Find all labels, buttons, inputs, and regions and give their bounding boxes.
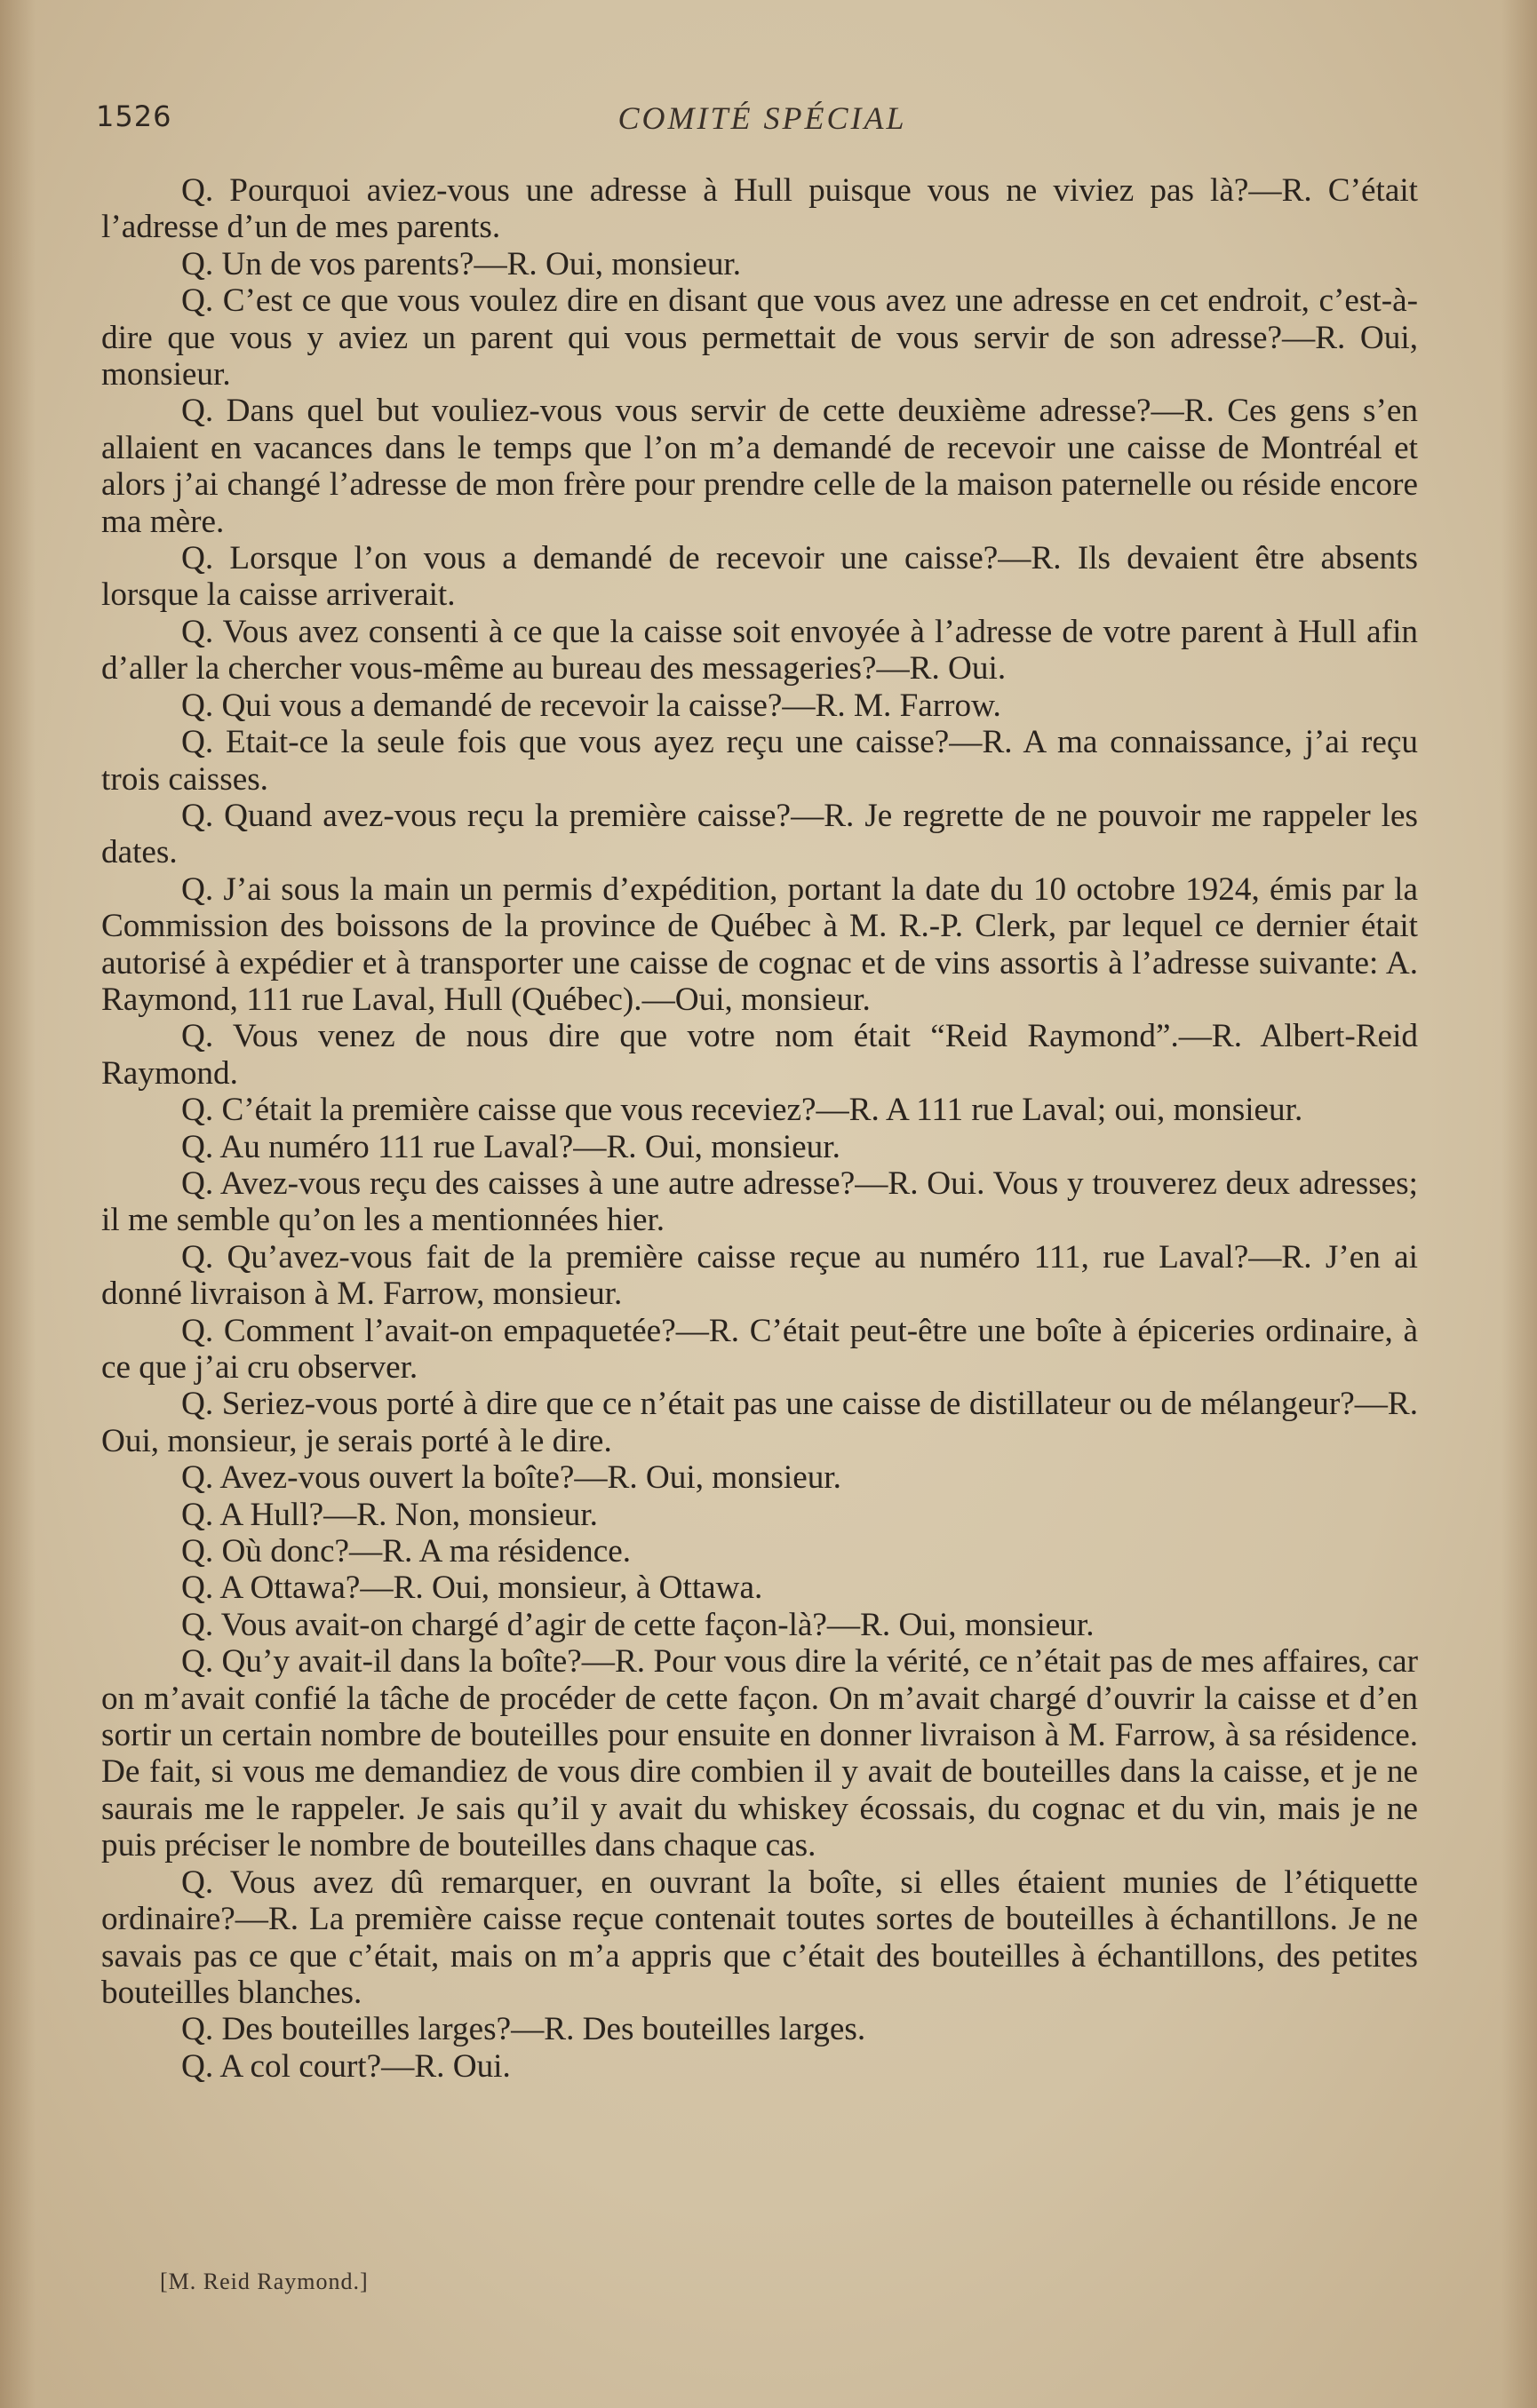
paragraph: Q. A col court?—R. Oui. [181, 2047, 511, 2085]
paragraph: Q. Où donc?—R. A ma résidence. [181, 1533, 632, 1570]
paragraph: Q. Vous venez de nous dire que votre nom était “Reid Raymond”.—R. Albert-Reid Raymond. [101, 1018, 1418, 1092]
paragraph: Q. Avez-vous reçu des caisses à une autre adresse?—R. Oui. Vous y trouverez deux adresses; il me semble qu’on les a mentionnées hier. [101, 1164, 1418, 1239]
paragraph: Q. Qu’avez-vous fait de la première caisse reçue au numéro 111, rue Laval?—R. J’en ai donné livraison à M. Farrow, monsieur. [101, 1238, 1418, 1313]
page-number: 1526 [96, 99, 172, 133]
paragraph: Q. Des bouteilles larges?—R. Des bouteilles larges. [181, 2011, 866, 2048]
witness-footer-note: [M. Reid Raymond.] [160, 2269, 369, 2294]
paragraph: Q. C’est ce que vous voulez dire en disant que vous avez une adresse en cet endroit, c’est-à-dire que vous y aviez un parent qui vous permettait de vous servir de son adresse?—R. Oui, monsieur. [101, 282, 1418, 393]
paragraph: Q. Vous avait-on chargé d’agir de cette façon-là?—R. Oui, monsieur. [181, 1606, 1095, 1643]
transcript-body [101, 172, 1418, 2085]
paragraph: Q. Lorsque l’on vous a demandé de recevoir une caisse?—R. Ils devaient être absents lorsque la caisse arriverait. [101, 540, 1418, 614]
paragraph: Q. Etait-ce la seule fois que vous ayez reçu une caisse?—R. A ma connaissance, j’ai reçu trois caisses. [101, 724, 1418, 798]
paragraph: Q. Pourquoi aviez-vous une adresse à Hull puisque vous ne viviez pas là?—R. C’était l’adresse d’un de mes parents. [101, 172, 1418, 246]
paragraph: Q. Qui vous a demandé de recevoir la caisse?—R. M. Farrow. [181, 687, 1001, 724]
page-header [96, 99, 1429, 142]
paragraph: Q. A Ottawa?—R. Oui, monsieur, à Ottawa. [181, 1570, 763, 1607]
paragraph: Q. Un de vos parents?—R. Oui, monsieur. [181, 245, 742, 282]
paragraph: Q. Dans quel but vouliez-vous vous servir de cette deuxième adresse?—R. Ces gens s’en allaient en vacances dans le temps que l’on m’a demandé de recevoir une caisse de Montréal et alors j’ai changé l’adresse de mon frère pour prendre celle de la maison paternelle ou réside encore ma mère. [101, 393, 1418, 540]
paragraph: Q. C’était la première caisse que vous receviez?—R. A 111 rue Laval; oui, monsieur. [181, 1092, 1303, 1129]
running-head: COMITÉ SPÉCIAL [617, 100, 907, 136]
paragraph: Q. Comment l’avait-on empaquetée?—R. C’était peut-être une boîte à épiceries ordinaire, à ce que j’ai cru observer. [101, 1312, 1418, 1386]
page-edge-left [0, 0, 36, 2408]
paragraph: Q. Vous avez consenti à ce que la caisse soit envoyée à l’adresse de votre parent à Hull afin d’aller la chercher vous-même au bureau des messageries?—R. Oui. [101, 613, 1418, 687]
paragraph: Q. Seriez-vous porté à dire que ce n’était pas une caisse de distillateur ou de mélangeur?—R. Oui, monsieur, je serais porté à le dire. [101, 1386, 1418, 1459]
page-edge-right [1501, 0, 1537, 2408]
paragraph: Q. Vous avez dû remarquer, en ouvrant la boîte, si elles étaient munies de l’étiquette ordinaire?—R. La première caisse reçue contenait toutes sortes de bouteilles à échantillons. Je ne savais pas ce que c’était, mais on m’a appris que c’était des bouteilles à échantillons, des petites bouteilles blanches. [101, 1864, 1418, 2011]
paragraph: Q. Au numéro 111 rue Laval?—R. Oui, monsieur. [181, 1128, 840, 1165]
paragraph: Q. Quand avez-vous reçu la première caisse?—R. Je regrette de ne pouvoir me rappeler les dates. [101, 797, 1418, 871]
paragraph: Q. A Hull?—R. Non, monsieur. [181, 1496, 598, 1533]
paragraph: Q. Avez-vous ouvert la boîte?—R. Oui, monsieur. [181, 1459, 841, 1497]
paragraph: Q. J’ai sous la main un permis d’expédition, portant la date du 10 octobre 1924, émis par la Commission des boissons de la province de Québec à M. R.-P. Clerk, par lequel ce dernier était autorisé à expédier et à transporter une caisse de cognac et de vins assortis à l’adresse suivante: A. Raymond, 111 rue Laval, Hull (Québec).—Oui, monsieur. [101, 870, 1418, 1018]
paragraph: Q. Qu’y avait-il dans la boîte?—R. Pour vous dire la vérité, ce n’était pas de mes affaires, car on m’avait confié la tâche de procéder de cette façon. On m’avait chargé d’ouvrir la caisse et d’en sortir un certain nombre de bouteilles pour ensuite en donner livraison à M. Farrow, à sa résidence. De fait, si vous me demandiez de vous dire combien il y avait de bouteilles dans la caisse, et je ne saurais me le rappeler. Je sais qu’il y avait du whiskey écossais, du cognac et du vin, mais je ne puis préciser le nombre de bouteilles dans chaque cas. [101, 1643, 1418, 1864]
